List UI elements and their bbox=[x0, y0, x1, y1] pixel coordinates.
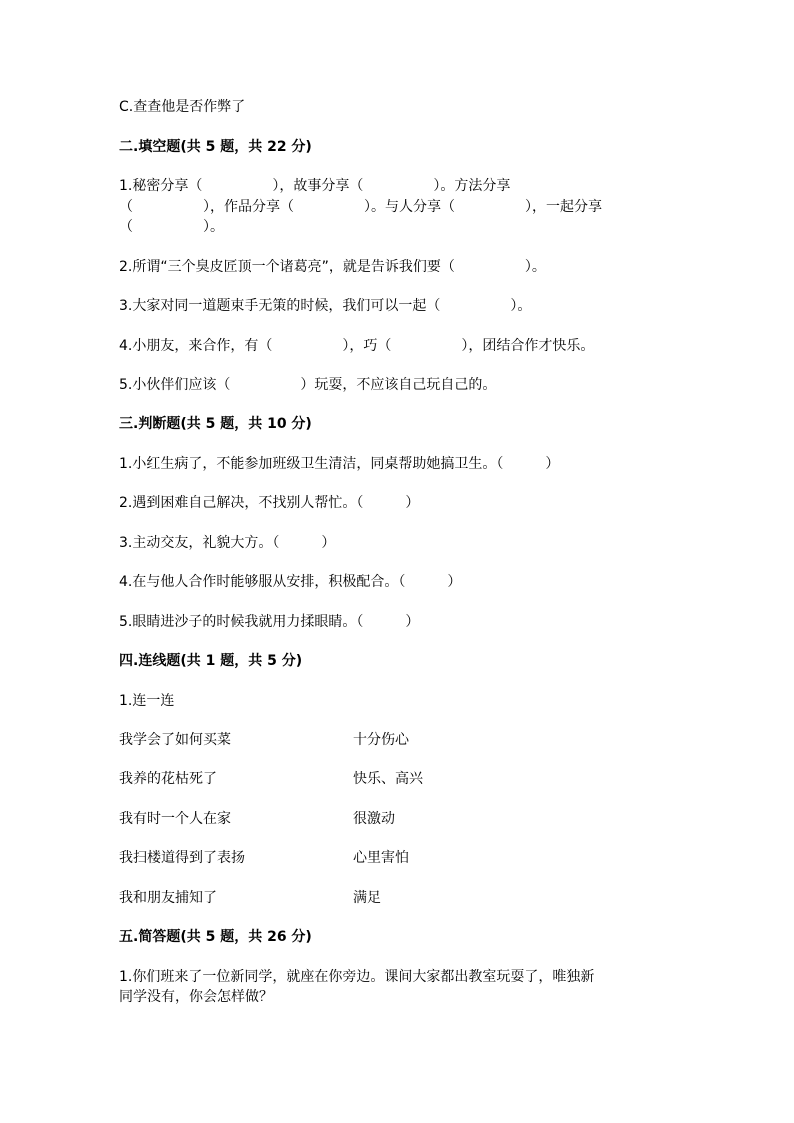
match-q1: 1.连一连 bbox=[119, 693, 175, 709]
fill-q2: 2.所谓“三个臭皮匠顶一个诸葛亮”，就是告诉我们要（ ）。 bbox=[119, 259, 546, 275]
judge-q1: 1.小红生病了，不能参加班级卫生清洁，同桌帮助她搞卫生。（ ） bbox=[119, 456, 560, 472]
judge-q3: 3.主动交友，礼貌大方。（ ） bbox=[119, 535, 336, 551]
match-left-2: 我养的花枯死了 bbox=[119, 771, 217, 787]
match-right-1: 十分伤心 bbox=[353, 732, 409, 748]
match-right-4: 心里害怕 bbox=[353, 850, 409, 866]
match-left-4: 我扫楼道得到了表扬 bbox=[119, 850, 245, 866]
option-c: C.查查他是否作弊了 bbox=[119, 99, 246, 115]
match-left-3: 我有时一个人在家 bbox=[119, 811, 231, 827]
match-right-3: 很激动 bbox=[353, 811, 395, 827]
section-4-heading: 四.连线题(共 1 题，共 5 分) bbox=[119, 653, 303, 669]
fill-q1-line1: 1.秘密分享（ ），故事分享（ ）。方法分享 bbox=[119, 178, 511, 194]
section-5-heading: 五.简答题(共 5 题，共 26 分) bbox=[119, 929, 312, 945]
fill-q1-line3: （ ）。 bbox=[119, 219, 224, 235]
fill-q4: 4.小朋友，来合作，有（ ），巧（ ），团结合作才快乐。 bbox=[119, 338, 595, 354]
judge-q4: 4.在与他人合作时能够服从安排，积极配合。（ ） bbox=[119, 574, 462, 590]
short-q1-line1: 1.你们班来了一位新同学，就座在你旁边。课间大家都出教室玩耍了，唯独新 bbox=[119, 969, 595, 985]
section-2-heading: 二.填空题(共 5 题，共 22 分) bbox=[119, 139, 312, 155]
fill-q5: 5.小伙伴们应该（ ）玩耍，不应该自己玩自己的。 bbox=[119, 377, 497, 393]
match-right-2: 快乐、高兴 bbox=[353, 771, 423, 787]
section-3-heading: 三.判断题(共 5 题，共 10 分) bbox=[119, 416, 312, 432]
match-right-5: 满足 bbox=[353, 890, 381, 906]
judge-q2: 2.遇到困难自己解决，不找别人帮忙。（ ） bbox=[119, 495, 420, 511]
match-left-5: 我和朋友捕知了 bbox=[119, 890, 217, 906]
match-left-1: 我学会了如何买菜 bbox=[119, 732, 231, 748]
fill-q1-line2: （ ），作品分享（ ）。与人分享（ ），一起分享 bbox=[119, 199, 602, 215]
judge-q5: 5.眼睛进沙子的时候我就用力揉眼睛。（ ） bbox=[119, 614, 420, 630]
fill-q3: 3.大家对同一道题束手无策的时候，我们可以一起（ ）。 bbox=[119, 298, 532, 314]
short-q1-line2: 同学没有，你会怎样做？ bbox=[119, 989, 273, 1005]
